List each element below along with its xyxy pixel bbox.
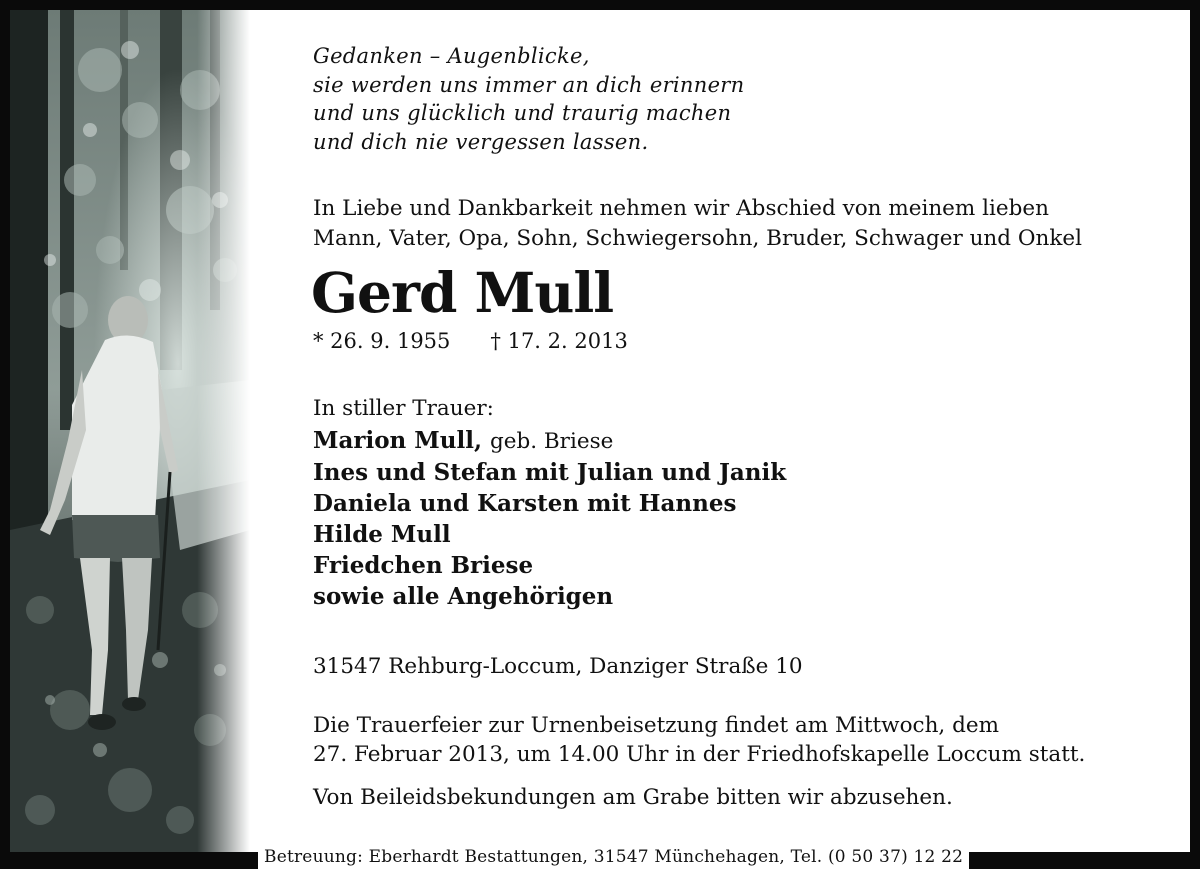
service-line: 27. Februar 2013, um 14.00 Uhr in der Friedhofskapelle Loccum statt. bbox=[313, 742, 1086, 767]
poem-line: Gedanken – Augenblicke, bbox=[313, 44, 590, 68]
poem bbox=[313, 42, 744, 156]
memorial-photo bbox=[10, 10, 250, 852]
mourner-row: Hilde Mull bbox=[313, 521, 451, 548]
intro-line: Mann, Vater, Opa, Sohn, Schwiegersohn, Bruder, Schwager und Onkel bbox=[313, 226, 1082, 251]
condolence-note: Von Beileidsbekundungen am Grabe bitten wir abzusehen. bbox=[313, 785, 953, 810]
life-dates bbox=[313, 327, 628, 355]
family-address: 31547 Rehburg-Loccum, Danziger Straße 10 bbox=[313, 654, 803, 679]
undertaker-footer: Betreuung: Eberhardt Bestattungen, 31547 Münchehagen, Tel. (0 50 37) 12 22 bbox=[258, 845, 969, 869]
forest-walker-illustration bbox=[10, 10, 250, 852]
intro-line: In Liebe und Dankbarkeit nehmen wir Abschied von meinem lieben bbox=[313, 196, 1049, 221]
service-line: Die Trauerfeier zur Urnenbeisetzung findet am Mittwoch, dem bbox=[313, 713, 999, 738]
mourner-note: geb. Briese bbox=[489, 429, 614, 454]
poem-line: sie werden uns immer an dich erinnern bbox=[313, 72, 745, 97]
mourner-row bbox=[313, 425, 786, 457]
poem-line: und uns glücklich und traurig machen bbox=[313, 101, 732, 125]
mourners-label: In stiller Trauer: bbox=[313, 396, 494, 421]
funeral-service-info bbox=[313, 711, 1085, 769]
death-date: † 17. 2. 2013 bbox=[490, 329, 628, 353]
mourner-row: Friedchen Briese bbox=[313, 552, 534, 579]
birth-date: * 26. 9. 1955 bbox=[313, 329, 451, 353]
mourners-list bbox=[313, 425, 786, 612]
mourner-row: Daniela und Karsten mit Hannes bbox=[313, 490, 737, 517]
mourner-row: Ines und Stefan mit Julian und Janik bbox=[313, 459, 787, 486]
poem-line: und dich nie vergessen lassen. bbox=[313, 129, 649, 154]
mourner-name: Marion Mull, bbox=[313, 427, 482, 454]
deceased-name: Gerd Mull bbox=[311, 260, 614, 325]
mourner-row: sowie alle Angehörigen bbox=[313, 583, 614, 610]
farewell-intro bbox=[313, 194, 1133, 254]
